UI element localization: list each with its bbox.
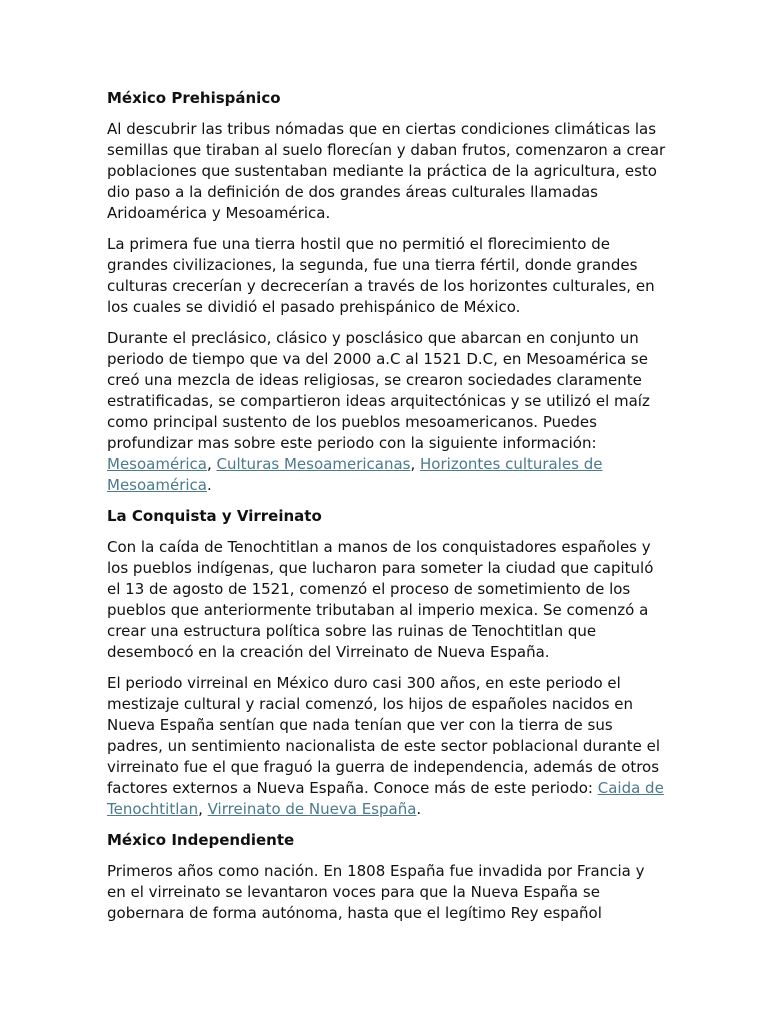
link-culturas-mesoamericanas[interactable]: Culturas Mesoamericanas bbox=[216, 455, 411, 473]
link-horizontes-culturales[interactable]: Horizontes culturales de Mesoamérica bbox=[107, 455, 603, 494]
paragraph-periodo-virreinal: El periodo virreinal en México duro casi 300 años, en este periodo el mestizaje cultural y racial comenzó, los hijos de españoles nacidos en Nueva España sentían que nada tenían que ver con la tierra de sus padres, un sentimiento nacionalista de este sector poblacional durante el virreinato fue el que fraguó la guerra de independencia, además de otros factores externos a Nueva España. Conoce más de este periodo: Caida de Tenochtitlan, Virreinato de Nueva España. bbox=[107, 674, 664, 818]
paragraph-preclasico-text: Durante el preclásico, clásico y posclásico que abarcan en conjunto un periodo de tiempo que va del 2000 a.C al 1521 D.C, en Mesoamérica se creó una mezcla de ideas religiosas, se crearon sociedades claramente estratificadas, se compartieron ideas arquitectónicas y se utilizó el maíz como principal sustento de los pueblos mesoamericanos. Puedes profundizar mas sobre este periodo con la siguiente información: bbox=[107, 329, 650, 452]
heading-conquista-virreinato: La Conquista y Virreinato bbox=[107, 507, 322, 525]
paragraph-caida-tenochtitlan: Con la caída de Tenochtitlan a manos de los conquistadores españoles y los pueblos indígenas, que lucharon para someter la ciudad que capituló el 13 de agosto de 1521, comenzó el proceso de sometimiento de los pueblos que anteriormente tributaban al imperio mexica. Se comenzó a crear una estructura política sobre las ruinas de Tenochtitlan que desembocó en la creación del Virreinato de Nueva España. bbox=[107, 538, 654, 661]
paragraph-periodo-virreinal-text: El periodo virreinal en México duro casi 300 años, en este periodo el mestizaje cultural y racial comenzó, los hijos de españoles nacidos en Nueva España sentían que nada tenían que ver con la tierra de sus padres, un sentimiento nacionalista de este sector poblacional durante el virreinato fue el que fraguó la guerra de independencia, además de otros factores externos a Nueva España. Conoce más de este periodo: bbox=[107, 674, 661, 797]
link-caida-tenochtitlan[interactable]: Caida de Tenochtitlan bbox=[107, 779, 664, 818]
heading-mexico-prehispanico: México Prehispánico bbox=[107, 89, 281, 107]
document-page bbox=[107, 88, 667, 934]
heading-mexico-independiente: México Independiente bbox=[107, 831, 295, 849]
paragraph-primeros-anos: Primeros años como nación. En 1808 España fue invadida por Francia y en el virreinato se levantaron voces para que la Nueva España se gobernara de forma autónoma, hasta que el legítimo Rey español bbox=[107, 862, 645, 922]
paragraph-tribus-nomadas: Al descubrir las tribus nómadas que en ciertas condiciones climáticas las semillas que tiraban al suelo florecían y daban frutos, comenzaron a crear poblaciones que sustentaban mediante la práctica de la agricultura, esto dio paso a la definición de dos grandes áreas culturales llamadas Aridoamérica y Mesoamérica. bbox=[107, 120, 666, 222]
link-virreinato-nueva-espana[interactable]: Virreinato de Nueva España bbox=[207, 800, 417, 818]
link-mesoamerica[interactable]: Mesoamérica bbox=[107, 455, 207, 473]
paragraph-preclasico: Durante el preclásico, clásico y posclásico que abarcan en conjunto un periodo de tiempo que va del 2000 a.C al 1521 D.C, en Mesoamérica se creó una mezcla de ideas religiosas, se crearon sociedades claramente estratificadas, se compartieron ideas arquitectónicas y se utilizó el maíz como principal sustento de los pueblos mesoamericanos. Puedes profundizar mas sobre este periodo con la siguiente información: Mesoamérica, Culturas Mesoamericanas, Horizontes culturales de Mesoamérica. bbox=[107, 329, 650, 494]
paragraph-tierra-hostil: La primera fue una tierra hostil que no permitió el florecimiento de grandes civilizaciones, la segunda, fue una tierra fértil, donde grandes culturas crecerían y decrecerían a través de los horizontes culturales, en los cuales se dividió el pasado prehispánico de México. bbox=[107, 235, 655, 316]
